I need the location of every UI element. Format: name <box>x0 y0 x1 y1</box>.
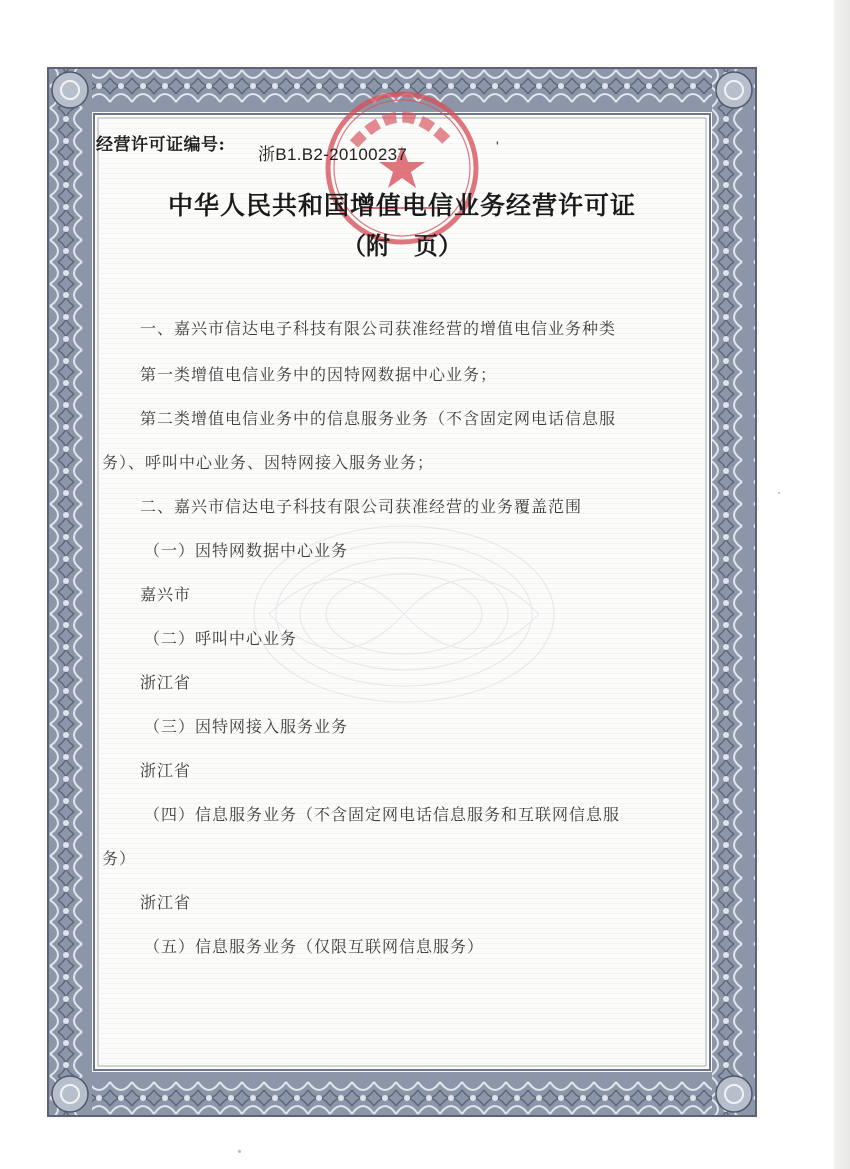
coverage-area-4: 浙江省 <box>140 893 192 912</box>
category-1-line: 第一类增值电信业务中的因特网数据中心业务； <box>140 365 498 384</box>
coverage-item-4-continuation: 务） <box>102 849 137 868</box>
certificate-page <box>44 64 760 1120</box>
coverage-item-1: （一）因特网数据中心业务 <box>144 541 349 560</box>
coverage-item-3: （三）因特网接入服务业务 <box>144 717 349 736</box>
license-trailing-mark: ' <box>496 138 499 154</box>
scan-speck-side <box>778 492 780 494</box>
page-edge-shadow <box>834 0 850 1169</box>
license-number-value: 浙B1.B2-20100237 <box>258 145 408 164</box>
section-2-heading: 二、嘉兴市信达电子科技有限公司获准经营的业务覆盖范围 <box>140 497 583 516</box>
document-title: 中华人民共和国增值电信业务经营许可证 <box>167 191 636 220</box>
coverage-item-5: （五）信息服务业务（仅限互联网信息服务） <box>144 937 485 956</box>
category-2-continuation: 务）、呼叫中心业务、因特网接入服务业务； <box>102 453 435 472</box>
license-number-label: 经营许可证编号: <box>96 135 226 155</box>
coverage-area-2: 浙江省 <box>140 673 192 692</box>
section-1-heading: 一、嘉兴市信达电子科技有限公司获准经营的增值电信业务种类 <box>140 319 617 338</box>
document-subtitle: （附 页） <box>342 231 462 260</box>
scan-speck <box>238 1150 241 1153</box>
coverage-item-4: （四）信息服务业务（不含固定网电话信息服务和互联网信息服 <box>144 805 621 824</box>
coverage-item-2: （二）呼叫中心业务 <box>144 629 298 648</box>
coverage-area-3: 浙江省 <box>140 761 192 780</box>
category-2-line: 第二类增值电信业务中的信息服务业务（不含固定网电话信息服 <box>140 409 617 428</box>
coverage-area-1: 嘉兴市 <box>140 585 192 604</box>
